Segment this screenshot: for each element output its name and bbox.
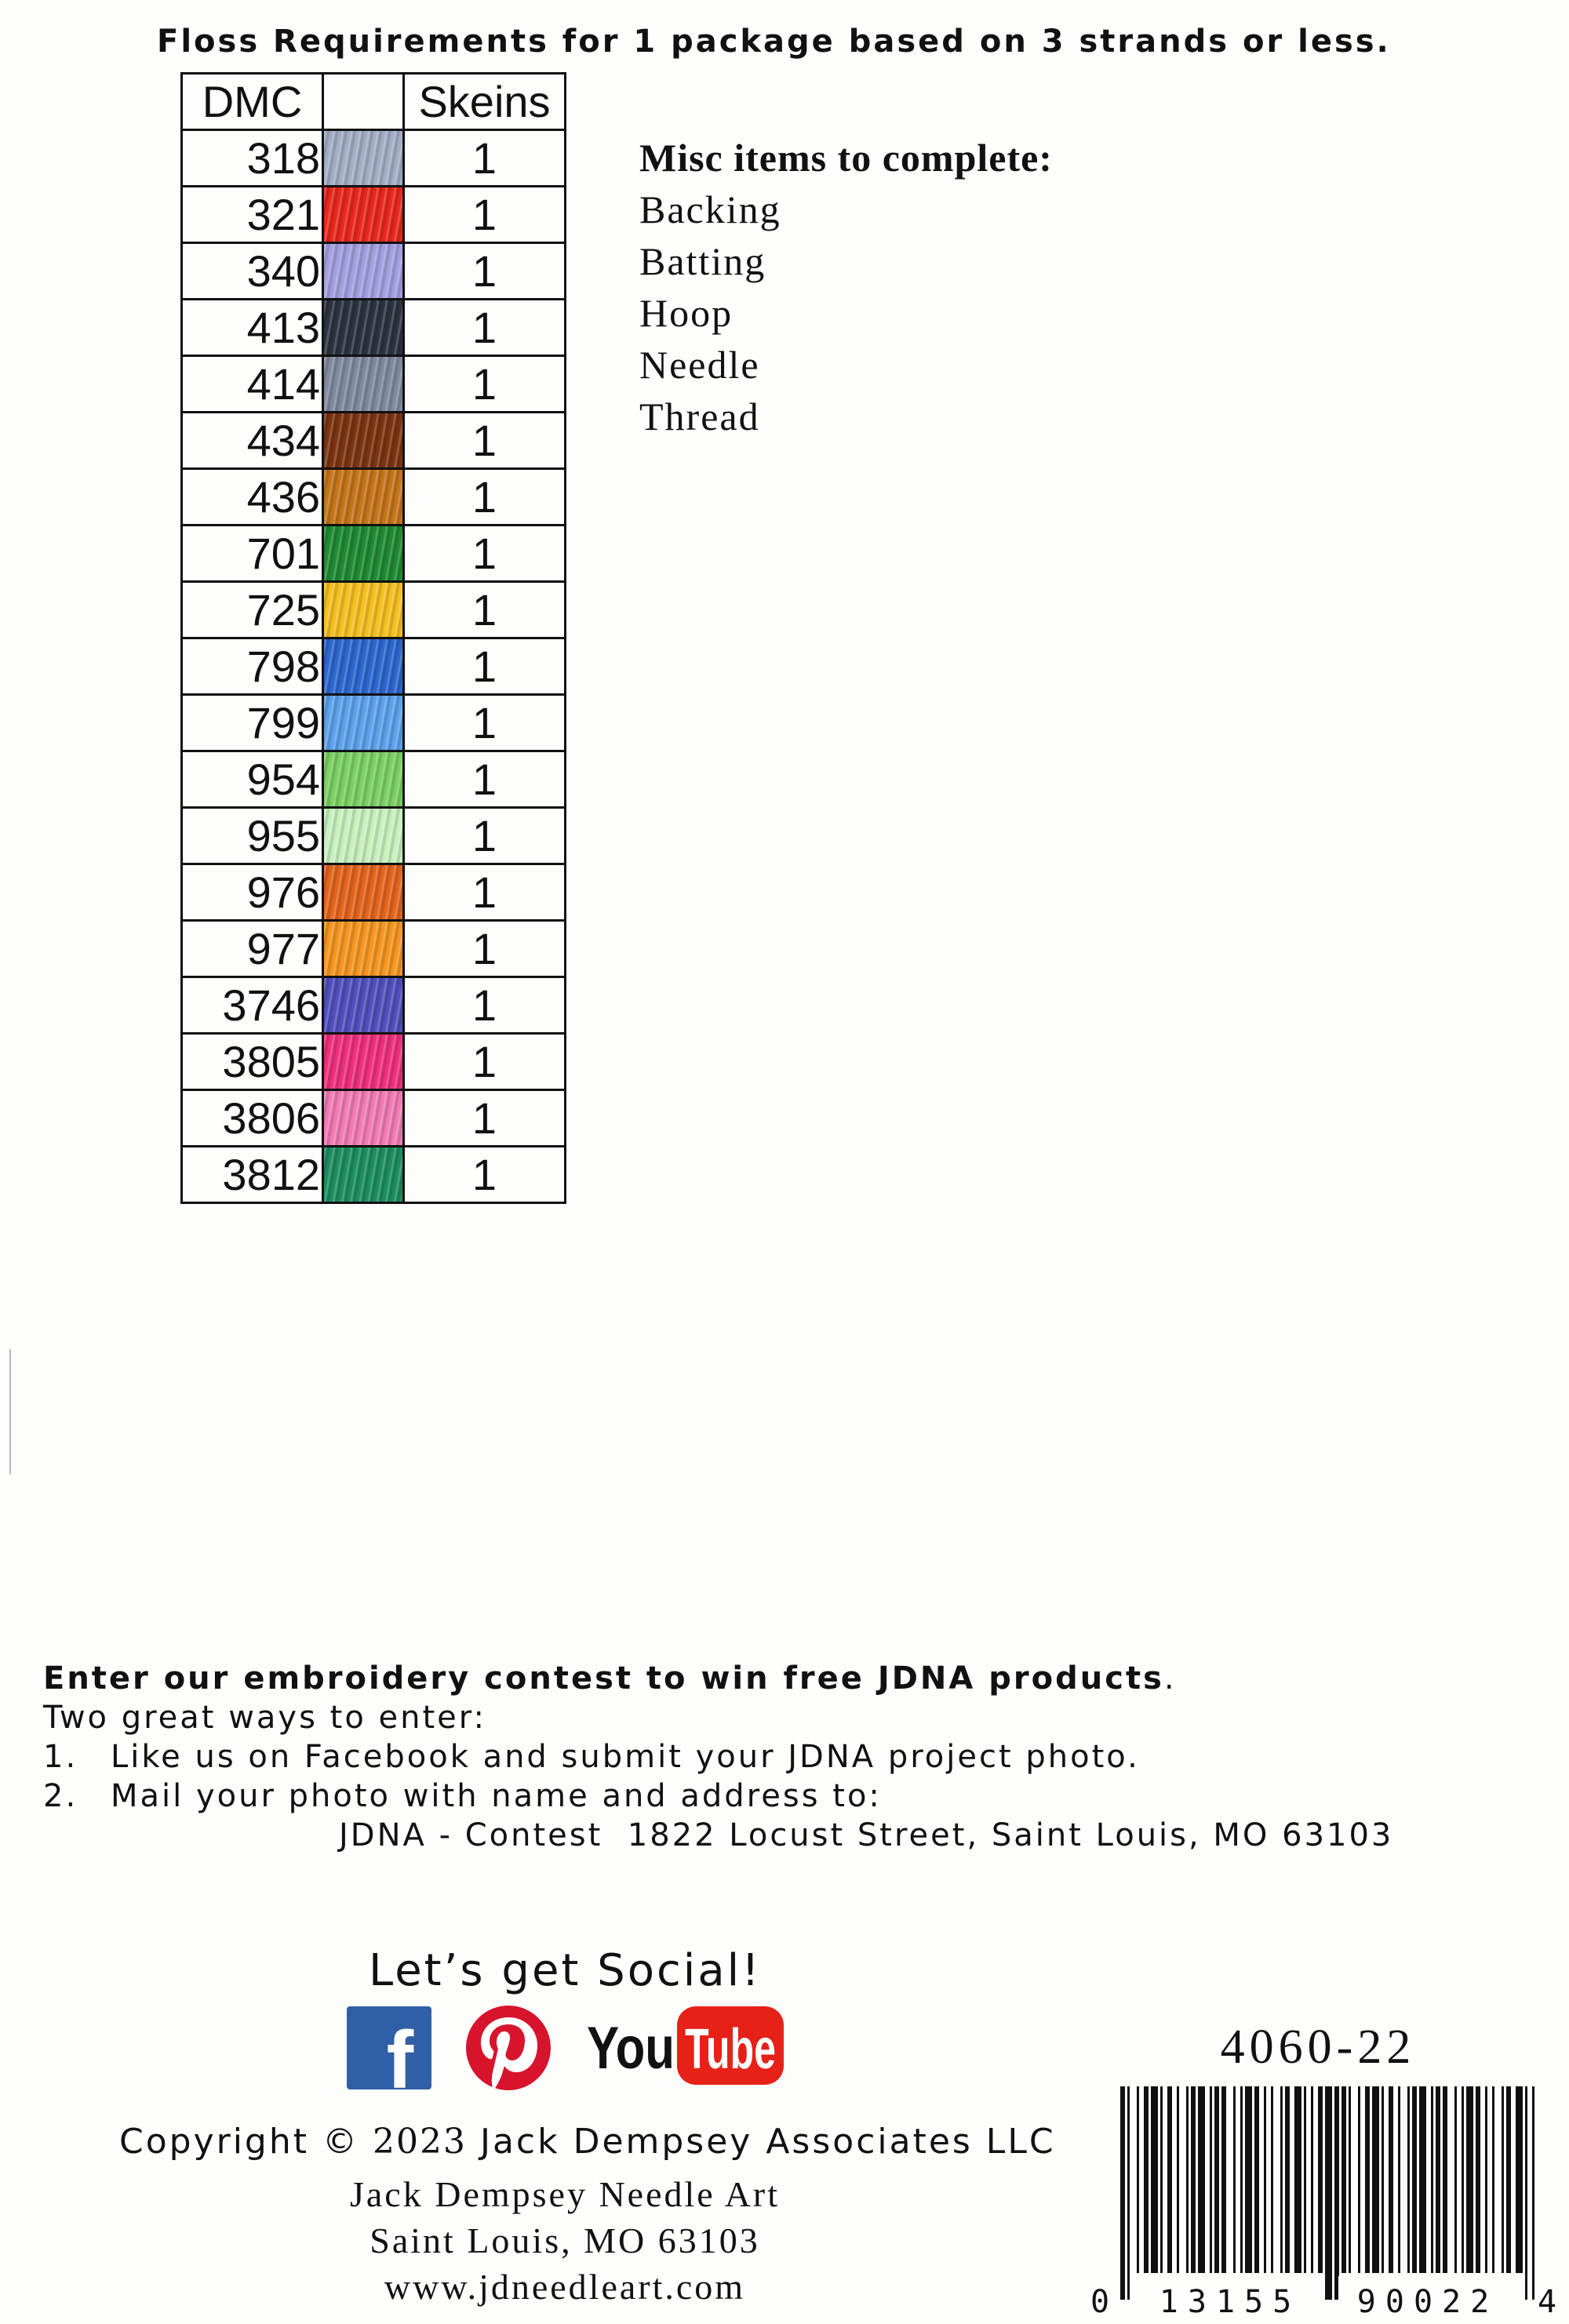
youtube-logo-tube: Tube <box>685 2018 776 2081</box>
barcode-bar <box>1221 2086 1226 2273</box>
barcode-bar <box>1407 2086 1410 2273</box>
dmc-number: 3746 <box>182 977 323 1034</box>
copyright-holder: Jack Dempsey Associates LLC <box>479 2122 1056 2162</box>
barcode-bar <box>1318 2086 1323 2273</box>
misc-item: Hoop <box>639 291 734 335</box>
barcode-bar <box>1506 2086 1511 2273</box>
dmc-number: 798 <box>182 638 323 695</box>
floss-row <box>182 187 566 243</box>
barcode-bar <box>1285 2086 1290 2273</box>
pinterest-icon[interactable] <box>465 2005 552 2091</box>
barcode-bar <box>1264 2086 1266 2273</box>
product-code: 4060-22 <box>1220 2020 1416 2074</box>
youtube-logo[interactable] <box>584 2004 785 2087</box>
copyright-prefix: Copyright © <box>119 2122 359 2162</box>
barcode-bar <box>1349 2086 1351 2273</box>
company-city: Saint Louis, MO 63103 <box>369 2220 760 2260</box>
barcode-bar <box>1365 2086 1370 2273</box>
floss-color-swatch <box>323 356 404 413</box>
skeins-count: 1 <box>404 582 566 638</box>
barcode-bar <box>1245 2086 1252 2273</box>
floss-row <box>182 356 566 413</box>
floss-color-swatch <box>323 300 404 356</box>
dmc-number: 954 <box>182 751 323 808</box>
barcode-bar <box>1240 2086 1243 2273</box>
floss-row <box>182 130 566 187</box>
misc-item: Thread <box>639 395 760 438</box>
dmc-number: 3806 <box>182 1090 323 1147</box>
contest-title-period: . <box>1163 1660 1177 1697</box>
misc-item: Needle <box>639 343 760 387</box>
barcode-bar <box>1358 2086 1360 2273</box>
floss-row <box>182 638 566 695</box>
barcode-bar <box>1311 2086 1313 2273</box>
barcode-bar <box>1160 2086 1163 2273</box>
barcode-bar <box>1382 2086 1384 2273</box>
contest-step <box>43 1777 1393 1816</box>
dmc-column-header: DMC <box>182 74 323 130</box>
barcode-bar <box>1412 2086 1417 2273</box>
dmc-number: 434 <box>182 413 323 469</box>
barcode-bar <box>1502 2086 1504 2273</box>
contest-title: Enter our embroidery contest to win free JDNA products <box>43 1660 1164 1697</box>
misc-item: Backing <box>639 187 781 231</box>
dmc-number: 414 <box>182 356 323 413</box>
barcode-bar <box>1398 2086 1400 2273</box>
barcode-bar <box>1454 2086 1457 2273</box>
floss-color-swatch <box>323 243 404 300</box>
skeins-count: 1 <box>404 695 566 751</box>
skeins-count: 1 <box>404 751 566 808</box>
barcode-bar <box>1214 2086 1219 2273</box>
barcode-bar <box>1304 2086 1306 2273</box>
skeins-count: 1 <box>404 130 566 187</box>
floss-color-swatch <box>323 864 404 921</box>
skeins-count: 1 <box>404 977 566 1034</box>
floss-color-swatch <box>323 808 404 864</box>
floss-row <box>182 1147 566 1203</box>
step-text: Mail your photo with name and address to: <box>111 1778 882 1814</box>
dmc-number: 340 <box>182 243 323 300</box>
misc-items-title: Misc items to complete: <box>639 136 1053 180</box>
dmc-number: 413 <box>182 300 323 356</box>
barcode-bar <box>1443 2086 1447 2273</box>
floss-color-swatch <box>323 1034 404 1090</box>
contest-mailing-address: JDNA - Contest 1822 Locust Street, Saint Louis, MO 63103 <box>339 1817 1394 1853</box>
floss-color-swatch <box>323 751 404 808</box>
step-text: Like us on Facebook and submit your JDNA project photo. <box>111 1739 1140 1775</box>
copyright-line <box>119 2122 1056 2162</box>
barcode-bar <box>1127 2086 1130 2300</box>
barcode-bar <box>1137 2086 1139 2273</box>
barcode-bar <box>1372 2086 1379 2273</box>
barcode-bar <box>1492 2086 1494 2273</box>
floss-color-swatch <box>323 469 404 526</box>
floss-color-swatch <box>323 130 404 187</box>
dmc-number: 318 <box>182 130 323 187</box>
barcode-bar <box>1191 2086 1196 2273</box>
dmc-number: 725 <box>182 582 323 638</box>
floss-color-swatch <box>323 1147 404 1203</box>
company-website[interactable]: www.jdneedleart.com <box>384 2267 746 2307</box>
barcode-digits-group2: 90022 <box>1356 2284 1499 2320</box>
skeins-column-header: Skeins <box>404 74 566 130</box>
barcode-bars <box>1120 2086 1534 2300</box>
barcode-bar <box>1485 2086 1487 2273</box>
barcode-bar <box>1294 2086 1301 2273</box>
barcode-bar <box>1210 2086 1212 2273</box>
floss-row <box>182 808 566 864</box>
skeins-count: 1 <box>404 808 566 864</box>
dmc-number: 799 <box>182 695 323 751</box>
floss-requirements-heading: Floss Requirements for 1 package based on 3 strands or less. <box>157 24 1391 60</box>
skeins-count: 1 <box>404 1147 566 1203</box>
floss-row <box>182 1034 566 1090</box>
floss-row <box>182 921 566 977</box>
dmc-number: 977 <box>182 921 323 977</box>
skeins-count: 1 <box>404 243 566 300</box>
barcode-bar <box>1271 2086 1273 2273</box>
dmc-number: 321 <box>182 187 323 243</box>
facebook-icon-glyph: f <box>386 2015 414 2106</box>
skeins-count: 1 <box>404 526 566 582</box>
barcode-bar <box>1280 2086 1283 2273</box>
dmc-number: 976 <box>182 864 323 921</box>
floss-color-swatch <box>323 582 404 638</box>
floss-color-swatch <box>323 526 404 582</box>
floss-row <box>182 413 566 469</box>
page-edge-mark <box>9 1349 11 1475</box>
step-number: 1. <box>43 1739 78 1775</box>
company-name: Jack Dempsey Needle Art <box>349 2174 780 2214</box>
floss-color-swatch <box>323 921 404 977</box>
facebook-icon[interactable] <box>347 2006 431 2106</box>
barcode-bar <box>1198 2086 1205 2273</box>
dmc-number: 436 <box>182 469 323 526</box>
barcode-bar <box>1341 2086 1346 2273</box>
barcode-bar <box>1334 2086 1339 2300</box>
misc-item: Batting <box>639 239 766 283</box>
barcode-bar <box>1177 2086 1179 2273</box>
skeins-count: 1 <box>404 638 566 695</box>
barcode-bar <box>1167 2086 1172 2273</box>
barcode-bar <box>1516 2086 1523 2273</box>
contest-subtitle: Two great ways to enter: <box>43 1700 486 1736</box>
floss-row <box>182 751 566 808</box>
copyright-year: 2023 <box>372 2122 467 2162</box>
skeins-count: 1 <box>404 356 566 413</box>
barcode-bar <box>1389 2086 1393 2273</box>
barcode-bar <box>1144 2086 1149 2273</box>
skeins-count: 1 <box>404 300 566 356</box>
barcode-digit-left: 0 <box>1090 2284 1110 2320</box>
floss-color-swatch <box>323 187 404 243</box>
skeins-count: 1 <box>404 469 566 526</box>
barcode-bar <box>1532 2086 1534 2300</box>
floss-row <box>182 300 566 356</box>
barcode-digit-right: 4 <box>1537 2284 1557 2320</box>
swatch-column-header <box>323 74 404 130</box>
dmc-number: 701 <box>182 526 323 582</box>
youtube-logo-you: You <box>587 2015 675 2082</box>
barcode-bar <box>1466 2086 1473 2273</box>
floss-row <box>182 469 566 526</box>
contest-step <box>43 1737 1393 1777</box>
barcode-bar <box>1151 2086 1158 2273</box>
dmc-number: 955 <box>182 808 323 864</box>
company-block <box>180 2171 949 2310</box>
dmc-number: 3812 <box>182 1147 323 1203</box>
barcode-digits-group1: 13155 <box>1159 2284 1301 2320</box>
floss-row <box>182 864 566 921</box>
barcode-bar <box>1254 2086 1259 2273</box>
contest-title-line <box>43 1659 1393 1698</box>
floss-table-header <box>182 74 566 130</box>
skeins-count: 1 <box>404 187 566 243</box>
floss-table <box>180 72 566 1204</box>
barcode-bar <box>1476 2086 1480 2273</box>
barcode-bar <box>1325 2086 1332 2300</box>
skeins-count: 1 <box>404 1090 566 1147</box>
floss-row <box>182 1090 566 1147</box>
step-number: 2. <box>43 1778 78 1814</box>
floss-color-swatch <box>323 977 404 1034</box>
barcode-bar <box>1462 2086 1464 2273</box>
floss-row <box>182 695 566 751</box>
social-title: Let’s get Social! <box>369 1945 762 1996</box>
floss-row <box>182 582 566 638</box>
floss-color-swatch <box>323 1090 404 1147</box>
floss-row <box>182 526 566 582</box>
barcode-bar <box>1525 2086 1527 2300</box>
barcode <box>1089 2086 1560 2322</box>
barcode-bar <box>1436 2086 1440 2273</box>
barcode-bar <box>1431 2086 1433 2273</box>
floss-color-swatch <box>323 638 404 695</box>
skeins-count: 1 <box>404 921 566 977</box>
barcode-bar <box>1419 2086 1426 2273</box>
floss-row <box>182 243 566 300</box>
skeins-count: 1 <box>404 1034 566 1090</box>
dmc-number: 3805 <box>182 1034 323 1090</box>
contest-section <box>43 1659 1393 1855</box>
floss-color-swatch <box>323 413 404 469</box>
skeins-count: 1 <box>404 864 566 921</box>
floss-row <box>182 977 566 1034</box>
misc-items <box>639 132 1053 442</box>
barcode-bar <box>1186 2086 1189 2273</box>
skeins-count: 1 <box>404 413 566 469</box>
barcode-bar <box>1120 2086 1125 2300</box>
barcode-bar <box>1233 2086 1236 2273</box>
floss-color-swatch <box>323 695 404 751</box>
